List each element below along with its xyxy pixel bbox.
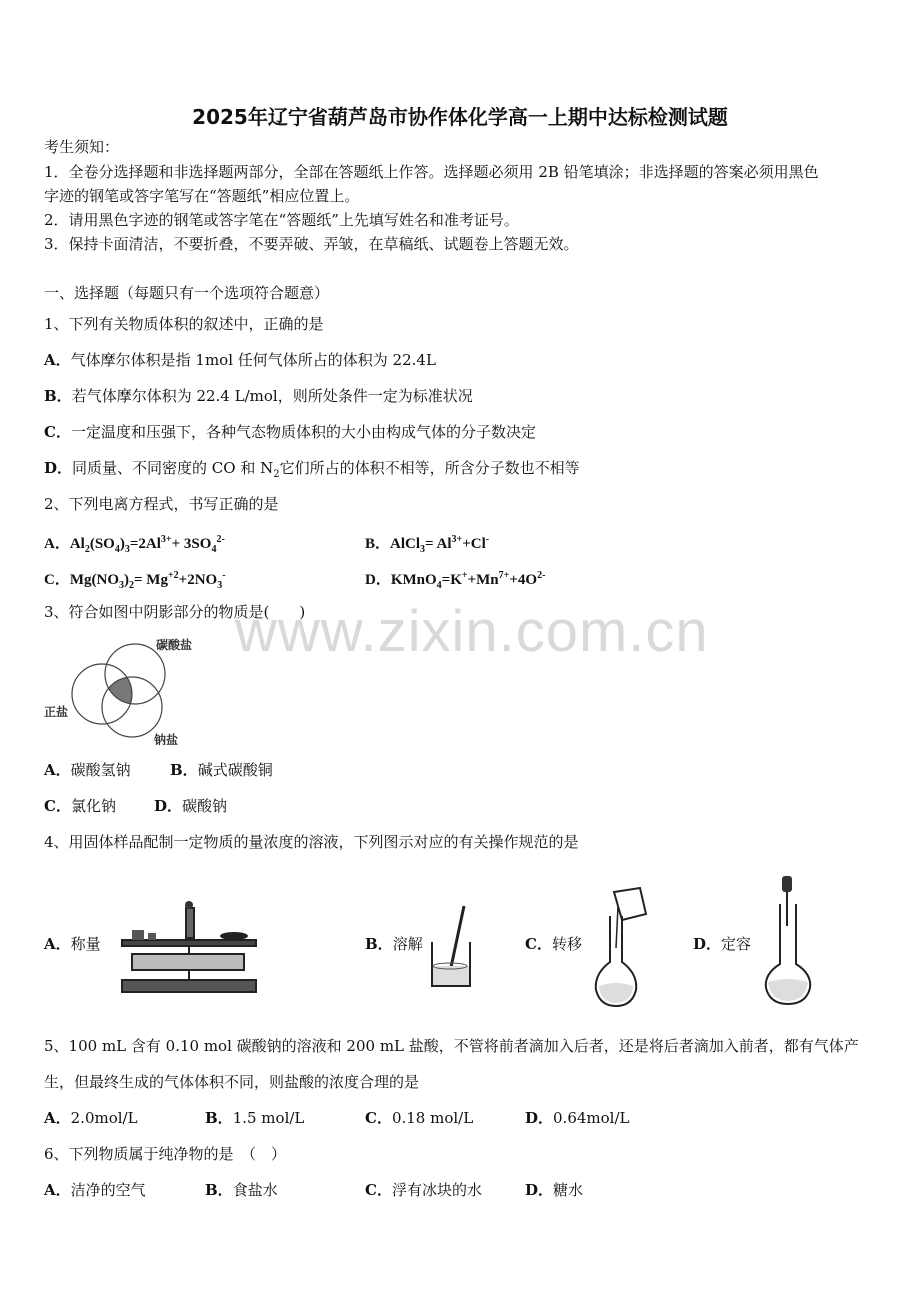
q6-option-d[interactable]: D．糖水 [525, 1181, 584, 1199]
page-title: 2025年辽宁省葫芦岛市协作体化学高一上期中达标检测试题 [192, 105, 728, 129]
venn-label-normal-salt: 正盐 [44, 705, 69, 719]
notice-item: 2．请用黑色字迹的钢笔或答字笔在“答题纸”上先填写姓名和准考证号。 [44, 211, 519, 229]
question-3-stem: 3、符合如图中阴影部分的物质是( ) [44, 603, 306, 621]
notice-item: 1．全卷分选择题和非选择题两部分，全部在答题纸上作答。选择题必须用 2B 铅笔填涂；非选择题的答案必须用黑色 [44, 163, 819, 181]
q3-option-c[interactable]: C．氯化钠 [44, 797, 116, 815]
q1-option-b[interactable]: B．若气体摩尔体积为 22.4 L/mol，则所处条件一定为标准状况 [44, 387, 473, 405]
q2-option-b[interactable]: B．AlCl$_3$= $Al^{3+}+Cl^-$ [365, 534, 490, 555]
balance-scale-icon [116, 900, 262, 1000]
q6-option-b[interactable]: B．食盐水 [205, 1181, 278, 1199]
q3-option-b[interactable]: B．碱式碳酸铜 [170, 761, 273, 779]
q6-option-a[interactable]: A．洁净的空气 [44, 1181, 146, 1199]
question-5-stem: 5、100 mL 含有 0.10 mol 碳酸钠的溶液和 200 mL 盐酸，不管将前者滴加入后者，还是将后者滴加入前者，都有气体产 [44, 1037, 859, 1055]
question-6-stem: 6、下列物质属于纯净物的是 （ ） [44, 1145, 287, 1163]
beaker-stirring-icon [428, 904, 474, 990]
notice-item: 3．保持卡面清洁，不要折叠，不要弄破、弄皱，在草稿纸、试题卷上答题无效。 [44, 235, 579, 253]
q5-option-a[interactable]: A．2.0mol/L [44, 1109, 138, 1127]
q3-option-a[interactable]: A．碳酸氢钠 [44, 761, 131, 779]
section-heading: 一、选择题（每题只有一个选项符合题意） [44, 284, 330, 302]
notice-heading: 考生须知： [44, 138, 120, 156]
volumetric-flask-transfer-icon [590, 886, 660, 1010]
q4-option-c[interactable]: C．转移 [525, 935, 582, 953]
venn-label-sodium-salt: 钠盐 [154, 733, 179, 747]
question-1-stem: 1、下列有关物质体积的叙述中，正确的是 [44, 315, 324, 333]
watermark: www.zixin.com.cn [235, 599, 709, 664]
q3-option-d[interactable]: D．碳酸钠 [154, 797, 228, 815]
venn-label-carbonate: 碳酸盐 [156, 638, 193, 652]
notice-item: 字迹的钢笔或答字笔写在“答题纸”相应位置上。 [44, 187, 360, 205]
q4-option-a[interactable]: A．称量 [44, 935, 101, 953]
q1-option-a[interactable]: A．气体摩尔体积是指 1mol 任何气体所占的体积为 22.4L [44, 351, 436, 369]
q1-option-d[interactable]: D．同质量、不同密度的 CO 和 $N_2$它们所占的体积不相等，所含分子数也不相等 [44, 459, 580, 480]
q4-option-b[interactable]: B．溶解 [365, 935, 423, 953]
q2-option-d[interactable]: D．$KMnO_4=K^++Mn^{7+}+4O^{2-}$ [365, 570, 546, 591]
q1-option-c[interactable]: C．一定温度和压强下，各种气态物质体积的大小由构成气体的分子数决定 [44, 423, 536, 441]
q4-option-d[interactable]: D．定容 [693, 935, 752, 953]
question-5-stem-cont: 生，但最终生成的气体体积不同，则盐酸的浓度合理的是 [44, 1073, 420, 1091]
volumetric-flask-dropper-icon [760, 874, 816, 1008]
q5-option-d[interactable]: D．0.64mol/L [525, 1109, 630, 1127]
q5-option-b[interactable]: B．1.5 mol/L [205, 1109, 305, 1127]
q2-option-c[interactable]: C．$Mg(NO_3)_2= Mg^{+2}+2NO_3^-$ [44, 570, 226, 591]
question-2-stem: 2、下列电离方程式，书写正确的是 [44, 495, 279, 513]
question-4-stem: 4、用固体样品配制一定物质的量浓度的溶液，下列图示对应的有关操作规范的是 [44, 833, 579, 851]
q2-option-a[interactable]: A．$Al_2(SO_4)_3=2Al^{3+}+ 3SO_4^{2-}$ [44, 534, 225, 555]
q6-option-c[interactable]: C．浮有冰块的水 [365, 1181, 482, 1199]
q5-option-c[interactable]: C．0.18 mol/L [365, 1109, 474, 1127]
venn-diagram [40, 632, 200, 752]
